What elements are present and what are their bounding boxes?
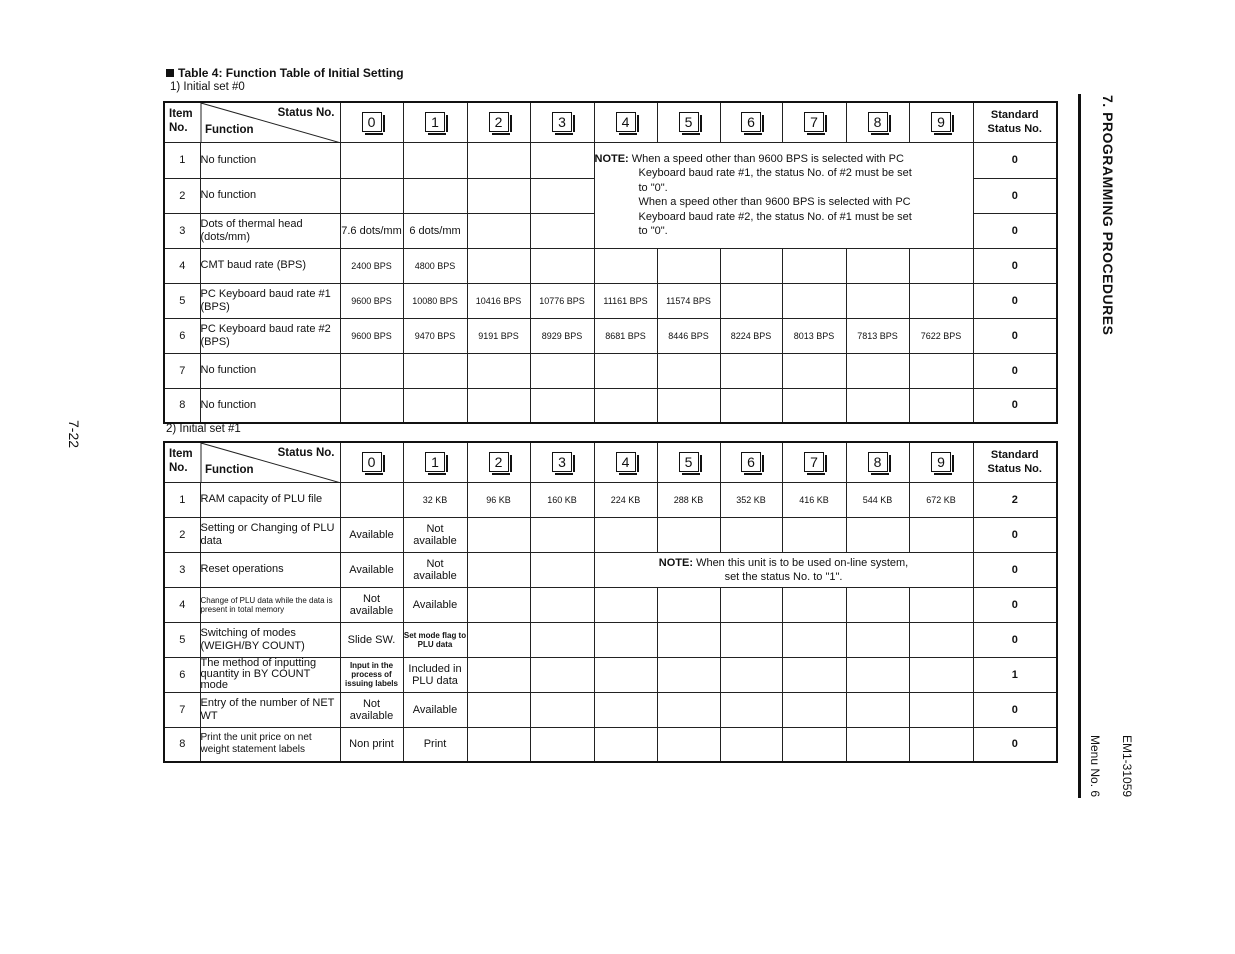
status-value: 9600 BPS xyxy=(340,283,403,318)
item-no: 4 xyxy=(164,248,200,283)
side-divider xyxy=(1078,94,1081,798)
function-name: Switching of modes (WEIGH/BY COUNT) xyxy=(200,622,340,657)
status-value: 288 KB xyxy=(657,482,720,517)
standard-status: 0 xyxy=(973,552,1057,587)
status-value: 11574 BPS xyxy=(657,283,720,318)
key-7-icon: 7 xyxy=(804,452,824,472)
status-value: 9600 BPS xyxy=(340,318,403,353)
status-value: Not available xyxy=(340,692,403,727)
key-2-icon: 2 xyxy=(489,452,509,472)
status-value: 32 KB xyxy=(403,482,467,517)
bullet-square-icon xyxy=(166,69,174,77)
status-value: 160 KB xyxy=(530,482,594,517)
key-header-4 xyxy=(594,442,657,482)
function-name: Dots of thermal head (dots/mm) xyxy=(200,213,340,248)
status-value: 9470 BPS xyxy=(403,318,467,353)
status-value: Included in PLU data xyxy=(403,657,467,692)
key-header-6 xyxy=(720,442,782,482)
item-no: 3 xyxy=(164,552,200,587)
status-value: 672 KB xyxy=(909,482,973,517)
key-header-3 xyxy=(530,102,594,142)
function-name: PC Keyboard baud rate #1 (BPS) xyxy=(200,283,340,318)
table-row xyxy=(164,552,1057,587)
standard-status: 0 xyxy=(973,353,1057,388)
key-1-icon: 1 xyxy=(425,112,445,132)
item-no: 1 xyxy=(164,482,200,517)
header-corner xyxy=(164,442,340,482)
function-name: No function xyxy=(200,388,340,423)
status-value: 544 KB xyxy=(846,482,909,517)
item-no: 6 xyxy=(164,657,200,692)
status-value: Not available xyxy=(403,552,467,587)
status-value: 7.6 dots/mm xyxy=(340,213,403,248)
table-row xyxy=(164,482,1057,517)
status-value: 4800 BPS xyxy=(403,248,467,283)
key-header-9 xyxy=(909,442,973,482)
key-header-8 xyxy=(846,102,909,142)
header-row xyxy=(164,442,1057,482)
item-no: 8 xyxy=(164,388,200,423)
key-7-icon: 7 xyxy=(804,112,824,132)
status-value: 8681 BPS xyxy=(594,318,657,353)
key-9-icon: 9 xyxy=(931,452,951,472)
function-header: Function xyxy=(205,123,254,136)
status-value: 224 KB xyxy=(594,482,657,517)
status-value: Available xyxy=(403,587,467,622)
item-no-header: Item No. xyxy=(169,448,193,474)
status-value: 8446 BPS xyxy=(657,318,720,353)
function-name: CMT baud rate (BPS) xyxy=(200,248,340,283)
table-row xyxy=(164,142,1057,178)
status-value: 9191 BPS xyxy=(467,318,530,353)
function-name: The method of inputting quantity in BY COUNT mode xyxy=(200,657,340,692)
function-table-set1 xyxy=(163,441,1058,763)
function-name: No function xyxy=(200,353,340,388)
key-header-0 xyxy=(340,102,403,142)
status-value: Not available xyxy=(403,517,467,552)
key-3-icon: 3 xyxy=(552,112,572,132)
item-no: 5 xyxy=(164,622,200,657)
key-0-icon: 0 xyxy=(362,112,382,132)
status-value: 2400 BPS xyxy=(340,248,403,283)
status-value: 8013 BPS xyxy=(782,318,846,353)
function-name: No function xyxy=(200,142,340,178)
status-value: Available xyxy=(340,517,403,552)
standard-status: 0 xyxy=(973,517,1057,552)
function-name: Reset operations xyxy=(200,552,340,587)
key-5-icon: 5 xyxy=(679,112,699,132)
status-value: 8929 BPS xyxy=(530,318,594,353)
item-no-header: Item No. xyxy=(169,108,193,134)
function-name: Change of PLU data while the data is present in total memory xyxy=(200,587,340,622)
status-value: 352 KB xyxy=(720,482,782,517)
note-set1: NOTE: When this unit is to be used on-line system, set the status No. to "1". xyxy=(594,552,973,587)
menu-number: Menu No. 6 xyxy=(1088,735,1102,798)
table-title: Table 4: Function Table of Initial Setting xyxy=(166,66,404,80)
function-name: No function xyxy=(200,178,340,213)
status-value: 96 KB xyxy=(467,482,530,517)
status-value: 6 dots/mm xyxy=(403,213,467,248)
key-header-9 xyxy=(909,102,973,142)
header-row xyxy=(164,102,1057,142)
key-header-7 xyxy=(782,102,846,142)
table-row xyxy=(164,727,1057,762)
standard-status: 0 xyxy=(973,318,1057,353)
status-value: Set mode flag to PLU data xyxy=(403,622,467,657)
standard-status: 0 xyxy=(973,142,1057,178)
status-value: 11161 BPS xyxy=(594,283,657,318)
item-no: 4 xyxy=(164,587,200,622)
key-header-2 xyxy=(467,102,530,142)
status-value: Non print xyxy=(340,727,403,762)
status-value: 10416 BPS xyxy=(467,283,530,318)
item-no: 3 xyxy=(164,213,200,248)
function-header: Function xyxy=(205,463,254,476)
table-row xyxy=(164,388,1057,423)
standard-status: 0 xyxy=(973,178,1057,213)
chapter-title: 7. PROGRAMMING PROCEDURES xyxy=(1100,95,1116,336)
function-name: RAM capacity of PLU file xyxy=(200,482,340,517)
key-4-icon: 4 xyxy=(616,112,636,132)
item-no: 5 xyxy=(164,283,200,318)
key-1-icon: 1 xyxy=(425,452,445,472)
status-no-header: Status No. xyxy=(277,447,335,459)
item-no: 8 xyxy=(164,727,200,762)
key-header-1 xyxy=(403,102,467,142)
function-name: Setting or Changing of PLU data xyxy=(200,517,340,552)
item-no: 2 xyxy=(164,517,200,552)
set1-subtitle: 2) Initial set #1 xyxy=(166,423,241,435)
header-corner xyxy=(164,102,340,142)
table-row xyxy=(164,283,1057,318)
key-header-8 xyxy=(846,442,909,482)
status-value: 10080 BPS xyxy=(403,283,467,318)
standard-status: 0 xyxy=(973,727,1057,762)
standard-status: 0 xyxy=(973,213,1057,248)
key-header-3 xyxy=(530,442,594,482)
key-header-2 xyxy=(467,442,530,482)
document-id: EM1-31059 xyxy=(1120,735,1134,798)
status-value: 7622 BPS xyxy=(909,318,973,353)
table-row xyxy=(164,248,1057,283)
standard-status: 1 xyxy=(973,657,1057,692)
status-value: 7813 BPS xyxy=(846,318,909,353)
function-name: Entry of the number of NET WT xyxy=(200,692,340,727)
standard-status: 2 xyxy=(973,482,1057,517)
standard-status: 0 xyxy=(973,248,1057,283)
standard-status: 0 xyxy=(973,587,1057,622)
standard-status: 0 xyxy=(973,283,1057,318)
key-header-4 xyxy=(594,102,657,142)
table-row xyxy=(164,517,1057,552)
status-value: 416 KB xyxy=(782,482,846,517)
function-name: Print the unit price on net weight statement labels xyxy=(200,727,340,762)
status-value: 10776 BPS xyxy=(530,283,594,318)
standard-status-header: Standard Status No. xyxy=(973,442,1057,482)
key-header-5 xyxy=(657,102,720,142)
table-row xyxy=(164,657,1057,692)
key-header-6 xyxy=(720,102,782,142)
key-8-icon: 8 xyxy=(868,112,888,132)
standard-status: 0 xyxy=(973,388,1057,423)
status-value: Available xyxy=(340,552,403,587)
standard-status-header: Standard Status No. xyxy=(973,102,1057,142)
item-no: 7 xyxy=(164,353,200,388)
key-6-icon: 6 xyxy=(741,112,761,132)
key-header-0 xyxy=(340,442,403,482)
key-0-icon: 0 xyxy=(362,452,382,472)
status-value: Available xyxy=(403,692,467,727)
key-header-1 xyxy=(403,442,467,482)
key-9-icon: 9 xyxy=(931,112,951,132)
table-row xyxy=(164,587,1057,622)
status-value xyxy=(340,482,403,517)
item-no: 1 xyxy=(164,142,200,178)
key-6-icon: 6 xyxy=(741,452,761,472)
standard-status: 0 xyxy=(973,622,1057,657)
table-row xyxy=(164,353,1057,388)
key-4-icon: 4 xyxy=(616,452,636,472)
function-name: PC Keyboard baud rate #2 (BPS) xyxy=(200,318,340,353)
status-value: 8224 BPS xyxy=(720,318,782,353)
status-no-header: Status No. xyxy=(277,107,335,119)
table-row xyxy=(164,622,1057,657)
note-set0: NOTE: When a speed other than 9600 BPS is selected with PC Keyboard baud rate #1, the status No. of #2 must be set to "0". When a speed other than 9600 BPS is selected with PC Keyboard baud rate #2, the status No. of #1 must be set to "0". xyxy=(594,142,973,248)
key-8-icon: 8 xyxy=(868,452,888,472)
status-value: Input in the process of issuing labels xyxy=(340,657,403,692)
key-2-icon: 2 xyxy=(489,112,509,132)
status-value: Not available xyxy=(340,587,403,622)
table-row xyxy=(164,318,1057,353)
table-row xyxy=(164,692,1057,727)
standard-status: 0 xyxy=(973,692,1057,727)
set0-subtitle: 1) Initial set #0 xyxy=(170,81,245,93)
key-header-7 xyxy=(782,442,846,482)
status-value: Slide SW. xyxy=(340,622,403,657)
function-table-set0 xyxy=(163,101,1058,424)
status-value: Print xyxy=(403,727,467,762)
page-number: 7-22 xyxy=(66,420,82,449)
item-no: 2 xyxy=(164,178,200,213)
key-header-5 xyxy=(657,442,720,482)
item-no: 7 xyxy=(164,692,200,727)
key-3-icon: 3 xyxy=(552,452,572,472)
item-no: 6 xyxy=(164,318,200,353)
key-5-icon: 5 xyxy=(679,452,699,472)
